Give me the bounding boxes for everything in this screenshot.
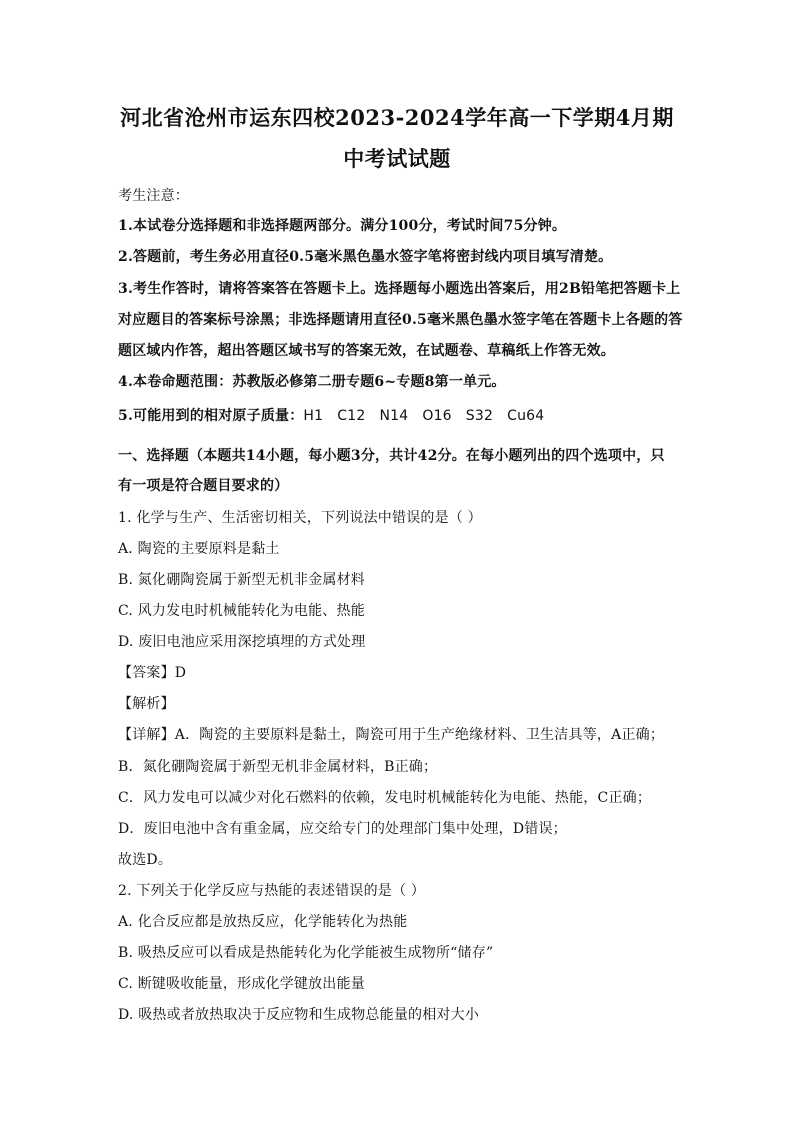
question-option: D. 吸热或者放热取决于反应物和生成物总能量的相对大小 [118,1007,480,1023]
question-stem: 1. 化学与生产、生活密切相关，下列说法中错误的是（ ） [118,510,482,526]
atomic-mass-line [118,406,676,426]
notice-item: 对应题目的答案标号涂黑；非选择题请用直径0.5毫米黑色墨水签字笔在答题卡上各题的答 [118,312,683,328]
notice-item: 4.本卷命题范围：苏教版必修第二册专题6~专题8第一单元。 [118,374,506,390]
doc-title-line-2: 中考试试题 [343,146,451,171]
section-heading: 一、选择题（本题共14小题，每小题3分，共计42分。在每小题列出的四个选项中，只 [118,448,665,464]
question-option: C. 断键吸收能量，形成化学键放出能量 [118,976,365,992]
detail-line: 故选D。 [118,852,173,868]
detail-line: D．废旧电池中含有重金属，应交给专门的处理部门集中处理，D错误； [118,821,567,837]
detail-line: B．氮化硼陶瓷属于新型无机非金属材料，B正确； [118,759,438,775]
question-option: B. 氮化硼陶瓷属于新型无机非金属材料 [118,572,365,588]
notice-item: 2.答题前，考生务必用直径0.5毫米黑色墨水签字笔将密封线内项目填写清楚。 [118,249,613,265]
atomic-mass-value: N14 [379,408,409,424]
question-option: C. 风力发电时机械能转化为电能、热能 [118,603,365,619]
section-heading: 有一项是符合题目要求的） [118,478,289,494]
notice-item: 3.考生作答时，请将答案答在答题卡上。选择题每小题选出答案后，用2B铅笔把答题卡上 [118,281,681,297]
detail-line: C．风力发电可以减少对化石燃料的依赖，发电时机械能转化为电能、热能，C正确； [118,790,652,806]
atomic-mass-value: O16 [422,408,452,424]
notice-heading: 考生注意： [118,188,189,204]
atomic-mass-value: H1 [303,408,324,424]
question-option: A. 化合反应都是放热反应，化学能转化为热能 [118,914,408,930]
question-option: D. 废旧电池应采用深挖填埋的方式处理 [118,634,366,650]
atomic-mass-value: S32 [465,408,494,424]
atomic-mass-value: Cu64 [507,408,545,424]
notice-item: 题区域内作答，超出答题区域书写的答案无效，在试题卷、草稿纸上作答无效。 [118,343,615,359]
question-stem: 2. 下列关于化学反应与热能的表述错误的是（ ） [118,883,426,899]
atomic-mass-label: 5.可能用到的相对原子质量： [118,408,304,424]
answer-label: 【答案】D [118,665,187,681]
question-option: A. 陶瓷的主要原料是黏土 [118,541,280,557]
atomic-mass-value: C12 [337,408,366,424]
notice-item: 1.本试卷分选择题和非选择题两部分。满分100分，考试时间75分钟。 [118,218,567,234]
analysis-label: 【解析】 [118,696,175,712]
question-option: B. 吸热反应可以看成是热能转化为化学能被生成物所“储存” [118,945,494,961]
detail-line: 【详解】A．陶瓷的主要原料是黏土，陶瓷可用于生产绝缘材料、卫生洁具等，A正确； [118,727,665,743]
doc-title-line-1: 河北省沧州市运东四校2023-2024学年高一下学期4月期 [120,105,674,130]
